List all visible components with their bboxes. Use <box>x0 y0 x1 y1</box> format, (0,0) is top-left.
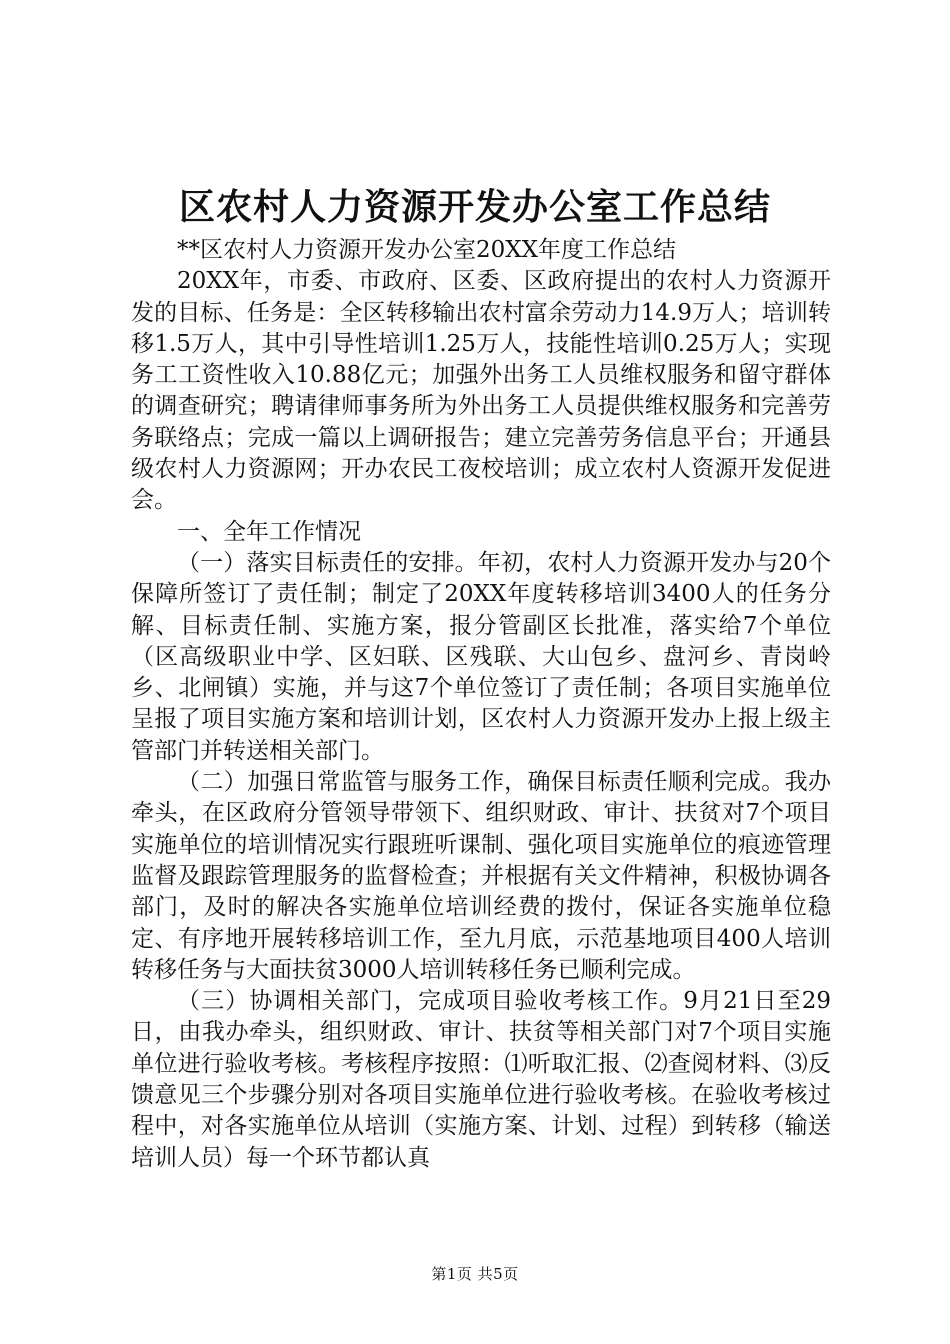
page-number-footer: 第1页 共5页 <box>431 1265 519 1283</box>
document-title: 区农村人力资源开发办公室工作总结 <box>178 186 771 228</box>
paragraph-subtitle: **区农村人力资源开发办公室20XX年度工作总结 <box>177 237 677 263</box>
paragraph-item-1: （一）落实目标责任的安排。年初，农村人力资源开发办与20个保障所签订了责任制；制定了20XX年度转移培训3400人的任务分解、目标责任制、实施方案，报分管副区长批准，落实给7个单位（区高级职业中学、区妇联、区残联、大山包乡、盘河乡、青岗岭乡、北闸镇）实施，并与这7个单位签订了责任制；各项目实施单位呈报了项目实施方案和培训计划，区农村人力资源开发办上报上级主管部门并转送相关部门。 <box>131 549 831 764</box>
document-body <box>131 235 831 1174</box>
paragraph-item-3: （三）协调相关部门，完成项目验收考核工作。9月21日至29日，由我办牵头，组织财政、审计、扶贫等相关部门对7个项目实施单位进行验收考核。考核程序按照：⑴听取汇报、⑵查阅材料、⑶反馈意见三个步骤分别对各项目实施单位进行验收考核。在验收考核过程中，对各实施单位从培训（实施方案、计划、过程）到转移（输送培训人员）每一个环节都认真 <box>131 988 831 1171</box>
paragraph-intro: 20XX年，市委、市政府、区委、区政府提出的农村人力资源开发的目标、任务是：全区转移输出农村富余劳动力14.9万人；培训转移1.5万人，其中引导性培训1.25万人，技能性培训0.25万人；实现务工工资性收入10.88亿元；加强外出务工人员维权服务和留守群体的调查研究；聘请律师事务所为外出务工人员提供维权服务和完善劳务联络点；完成一篇以上调研报告；建立完善劳务信息平台；开通县级农村人力资源网；开办农民工夜校培训；成立农村人资源开发促进会。 <box>131 268 831 514</box>
section-heading: 一、全年工作情况 <box>177 518 361 545</box>
paragraph-item-2: （二）加强日常监管与服务工作，确保目标责任顺利完成。我办牵头，在区政府分管领导带领下、组织财政、审计、扶贫对7个项目实施单位的培训情况实行跟班听课制、强化项目实施单位的痕迹管理监督及跟踪管理服务的监督检查；并根据有关文件精神，积极协调各部门，及时的解决各实施单位培训经费的拨付，保证各实施单位稳定、有序地开展转移培训工作，至九月底，示范基地项目400人培训转移任务与大面扶贫3000人培训转移任务已顺利完成。 <box>131 769 831 983</box>
